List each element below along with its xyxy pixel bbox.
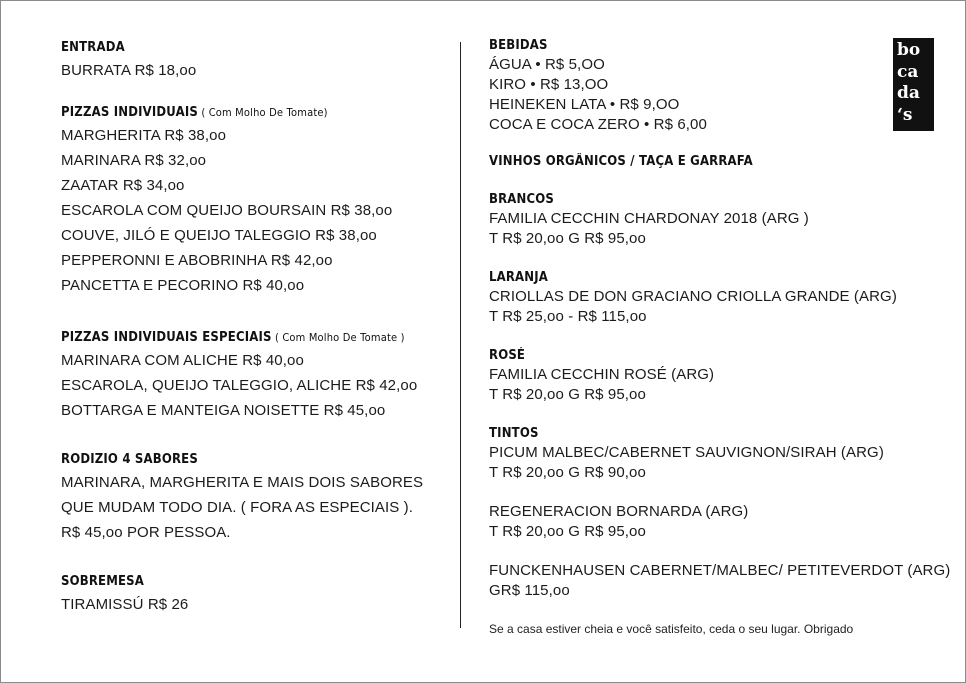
menu-item: KIRO • R$ 13,OO xyxy=(489,76,609,93)
heading-sobremesa: SOBREMESA xyxy=(61,574,145,589)
menu-item: MARGHERITA R$ 38,oo xyxy=(61,127,227,144)
heading-pizzas-individuais xyxy=(61,103,403,123)
section-pizzas-individuais xyxy=(61,103,441,298)
menu-item: REGENERACION BORNARDA (ARG) xyxy=(489,503,749,520)
menu-item: R$ 45,oo POR PESSOA. xyxy=(61,524,231,541)
section-rodizio xyxy=(61,450,441,545)
heading-especiais-title: PIZZAS INDIVIDUAIS ESPECIAIS xyxy=(61,330,272,345)
logo-line: da xyxy=(897,83,920,103)
section-rose xyxy=(489,347,939,405)
logo-line: bo xyxy=(897,40,921,60)
menu-item: T R$ 20,oo G R$ 90,oo xyxy=(489,464,646,481)
menu-item: T R$ 20,oo G R$ 95,oo xyxy=(489,386,646,403)
menu-item: T R$ 20,oo G R$ 95,oo xyxy=(489,230,646,247)
menu-item: QUE MUDAM TODO DIA. ( FORA AS ESPECIAIS ). xyxy=(61,499,414,516)
menu-item: BURRATA R$ 18,oo xyxy=(61,62,197,79)
menu-item: BOTTARGA E MANTEIGA NOISETTE R$ 45,oo xyxy=(61,402,386,419)
menu-item: T R$ 25,oo - R$ 115,oo xyxy=(489,308,647,325)
menu-item: FUNCKENHAUSEN CABERNET/MALBEC/ PETITEVERDOT (ARG) xyxy=(489,562,951,579)
section-tintos xyxy=(489,425,951,601)
menu-item: PANCETTA E PECORINO R$ 40,oo xyxy=(61,277,305,294)
heading-rodizio: RODIZIO 4 SABORES xyxy=(61,452,198,467)
heading-vinhos-organicos: VINHOS ORGÂNICOS / TAÇA E GARRAFA xyxy=(489,154,753,169)
menu-item: PICUM MALBEC/CABERNET SAUVIGNON/SIRAH (ARG) xyxy=(489,444,884,461)
column-divider xyxy=(460,42,461,628)
menu-item: HEINEKEN LATA • R$ 9,OO xyxy=(489,96,680,113)
section-sobremesa xyxy=(61,572,441,617)
heading-laranja: LARANJA xyxy=(489,270,549,285)
footer-note: Se a casa estiver cheia e você satisfeito, ceda o seu lugar. Obrigado xyxy=(489,622,854,636)
section-brancos xyxy=(489,191,939,249)
heading-entrada: ENTRADA xyxy=(61,40,125,55)
heading-pizzas-especiais xyxy=(61,328,403,348)
menu-item: MARINARA COM ALICHE R$ 40,oo xyxy=(61,352,304,369)
menu-item: ESCAROLA, QUEIJO TALEGGIO, ALICHE R$ 42,oo xyxy=(61,377,418,394)
section-pizzas-especiais xyxy=(61,328,441,423)
heading-rose: ROSÉ xyxy=(489,348,526,363)
right-column xyxy=(489,37,951,601)
menu-item: FAMILIA CECCHIN CHARDONAY 2018 (ARG ) xyxy=(489,210,809,227)
menu-item: PEPPERONNI E ABOBRINHA R$ 42,oo xyxy=(61,252,333,269)
section-laranja xyxy=(489,269,939,327)
menu-item: FAMILIA CECCHIN ROSÉ (ARG) xyxy=(489,366,715,383)
menu-item: MARINARA, MARGHERITA E MAIS DOIS SABORES xyxy=(61,474,424,491)
heading-especiais-note: ( Com Molho De Tomate ) xyxy=(271,331,405,344)
heading-pizzas-note: ( Com Molho De Tomate) xyxy=(197,106,328,119)
menu-item: ZAATAR R$ 34,oo xyxy=(61,177,185,194)
heading-tintos: TINTOS xyxy=(489,426,539,441)
menu-item: CRIOLLAS DE DON GRACIANO CRIOLLA GRANDE (ARG) xyxy=(489,288,897,305)
left-column xyxy=(61,38,441,617)
heading-brancos: BRANCOS xyxy=(489,192,554,207)
menu-item: ÁGUA • R$ 5,OO xyxy=(489,56,605,73)
menu-item: ESCAROLA COM QUEIJO BOURSAIN R$ 38,oo xyxy=(61,202,393,219)
bocadas-logo xyxy=(893,38,934,131)
heading-pizzas-title: PIZZAS INDIVIDUAIS xyxy=(61,105,198,120)
menu-item: TIRAMISSÚ R$ 26 xyxy=(61,596,189,613)
section-entrada xyxy=(61,38,441,83)
menu-item: T R$ 20,oo G R$ 95,oo xyxy=(489,523,646,540)
menu-item: COUVE, JILÓ E QUEIJO TALEGGIO R$ 38,oo xyxy=(61,227,377,244)
menu-item: COCA E COCA ZERO • R$ 6,00 xyxy=(489,116,707,133)
logo-line: ‘s xyxy=(897,104,913,125)
logo-line: ca xyxy=(897,61,919,82)
menu-item: GR$ 115,oo xyxy=(489,582,570,599)
heading-bebidas: BEBIDAS xyxy=(489,38,548,53)
section-bebidas xyxy=(489,37,939,135)
menu-item: MARINARA R$ 32,oo xyxy=(61,152,207,169)
